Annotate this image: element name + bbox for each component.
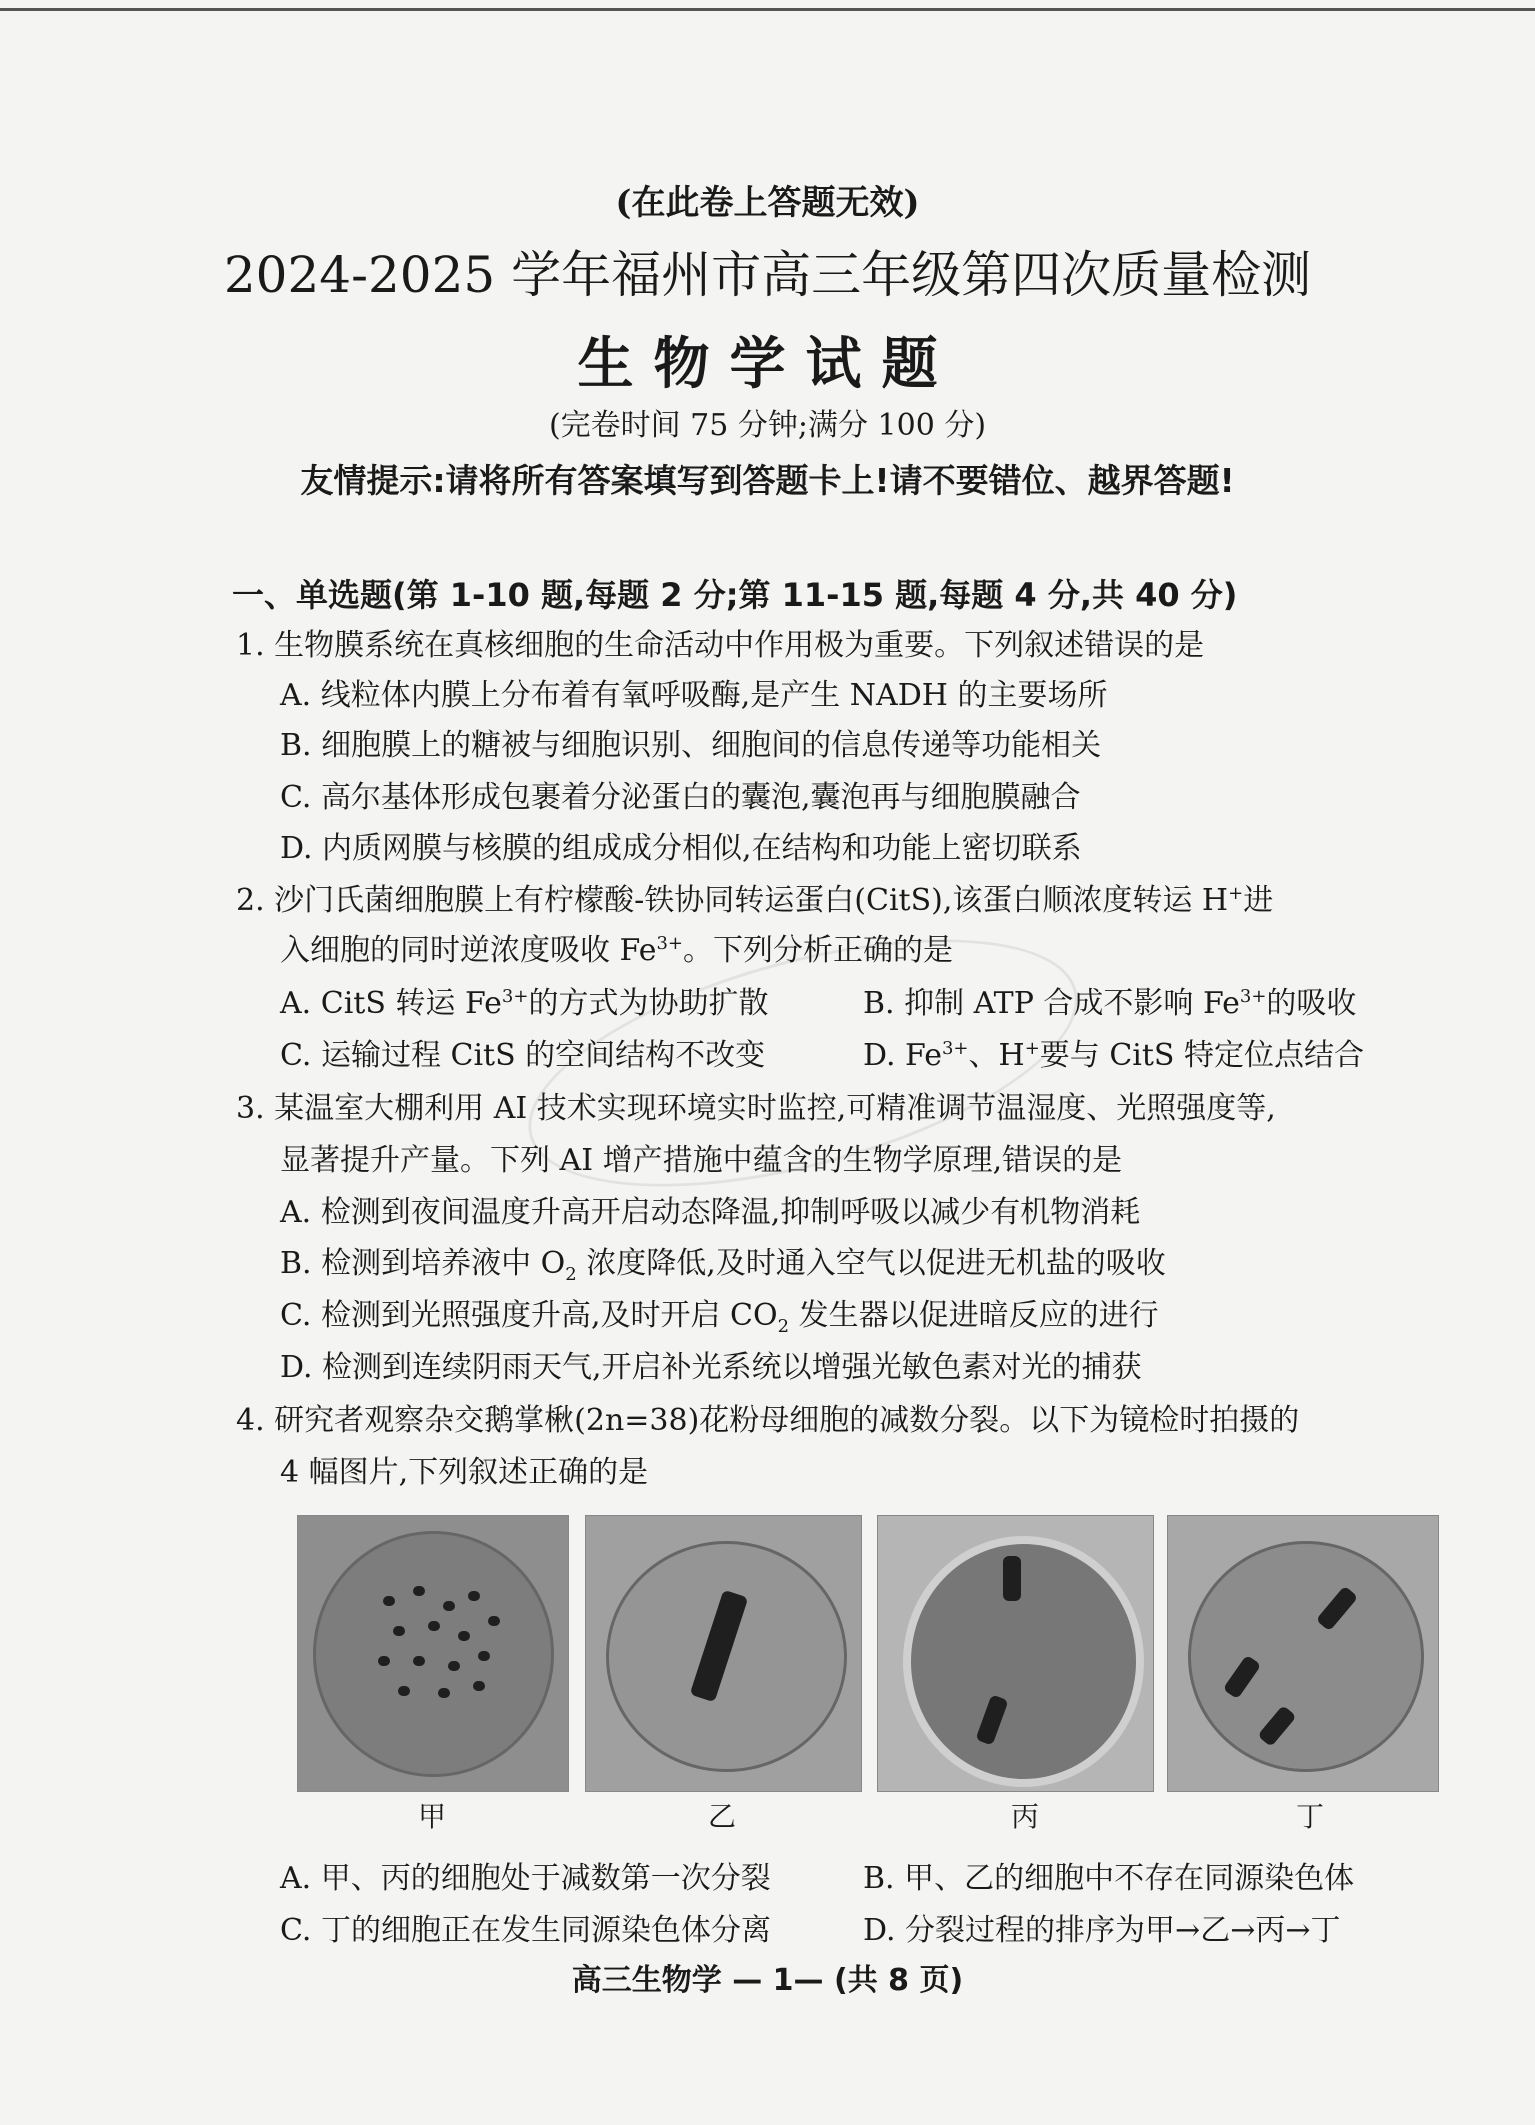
q1-option-d: D. 内质网膜与核膜的组成成分相似,在结构和功能上密切联系	[280, 831, 1082, 866]
q3-option-a: A. 检测到夜间温度升高开启动态降温,抑制呼吸以减少有机物消耗	[280, 1195, 1141, 1230]
micrograph-jia	[297, 1515, 569, 1792]
exam-notice: (在此卷上答题无效)	[615, 183, 920, 223]
q3-option-c: C. 检测到光照强度升高,及时开启 $CO_2$ 发生器以促进暗反应的进行	[280, 1298, 1159, 1337]
page-footer: 高三生物学 — 1— (共 8 页)	[571, 1963, 964, 1998]
q2-stem-line1: 2. 沙门氏菌细胞膜上有柠檬酸-铁协同转运蛋白(CitS),该蛋白顺浓度转运 H+进	[236, 883, 1274, 918]
q2-option-c: C. 运输过程 CitS 的空间结构不改变	[280, 1038, 766, 1073]
exam-subject: 生物学试题	[577, 331, 958, 397]
q1-option-b: B. 细胞膜上的糖被与细胞识别、细胞间的信息传递等功能相关	[280, 728, 1102, 763]
q1-stem: 1. 生物膜系统在真核细胞的生命活动中作用极为重要。下列叙述错误的是	[236, 628, 1205, 663]
micrograph-bing	[877, 1515, 1154, 1792]
exam-title: 2024-2025 学年福州市高三年级第四次质量检测	[223, 246, 1312, 304]
q4-stem-line1: 4. 研究者观察杂交鹅掌楸(2n=38)花粉母细胞的减数分裂。以下为镜检时拍摄的	[236, 1403, 1300, 1438]
q2-option-a: A. CitS 转运 $Fe^{3+}$的方式为协助扩散	[280, 986, 769, 1021]
q3-option-d: D. 检测到连续阴雨天气,开启补光系统以增强光敏色素对光的捕获	[280, 1350, 1142, 1385]
micrograph-label-bing: 丙	[1010, 1800, 1039, 1833]
exam-tip: 友情提示:请将所有答案填写到答题卡上!请不要错位、越界答题!	[300, 461, 1235, 500]
micrograph-label-jia: 甲	[417, 1800, 446, 1833]
q4-option-d: D. 分裂过程的排序为甲→乙→丙→丁	[863, 1913, 1341, 1948]
q4-option-a: A. 甲、丙的细胞处于减数第一次分裂	[280, 1861, 771, 1896]
q4-option-b: B. 甲、乙的细胞中不存在同源染色体	[863, 1861, 1355, 1896]
q3-stem-line2: 显著提升产量。下列 AI 增产措施中蕴含的生物学原理,错误的是	[280, 1143, 1123, 1178]
section-heading: 一、单选题(第 1-10 题,每题 2 分;第 11-15 题,每题 4 分,共 40 分)	[232, 576, 1238, 614]
exam-duration: (完卷时间 75 分钟;满分 100 分)	[548, 408, 987, 443]
q1-option-c: C. 高尔基体形成包裹着分泌蛋白的囊泡,囊泡再与细胞膜融合	[280, 780, 1081, 815]
micrograph-label-ding: 丁	[1295, 1800, 1324, 1833]
micrograph-yi	[585, 1515, 862, 1792]
micrograph-label-yi: 乙	[707, 1800, 736, 1833]
q2-option-b: B. 抑制 ATP 合成不影响 $Fe^{3+}$的吸收	[863, 986, 1357, 1021]
q4-stem-line2: 4 幅图片,下列叙述正确的是	[280, 1455, 649, 1490]
q3-stem-line1: 3. 某温室大棚利用 AI 技术实现环境实时监控,可精准调节温湿度、光照强度等,	[236, 1091, 1276, 1126]
scan-top-border	[0, 8, 1535, 11]
q4-option-c: C. 丁的细胞正在发生同源染色体分离	[280, 1913, 771, 1948]
micrograph-ding	[1167, 1515, 1439, 1792]
q3-option-b: B. 检测到培养液中 $O_2$ 浓度降低,及时通入空气以促进无机盐的吸收	[280, 1246, 1166, 1285]
q1-option-a: A. 线粒体内膜上分布着有氧呼吸酶,是产生 NADH 的主要场所	[280, 678, 1108, 713]
q2-stem-line2: 入细胞的同时逆浓度吸收 $Fe^{3+}$。下列分析正确的是	[280, 933, 954, 968]
q2-option-d: D. $Fe^{3+}$、H+要与 CitS 特定位点结合	[863, 1038, 1365, 1073]
